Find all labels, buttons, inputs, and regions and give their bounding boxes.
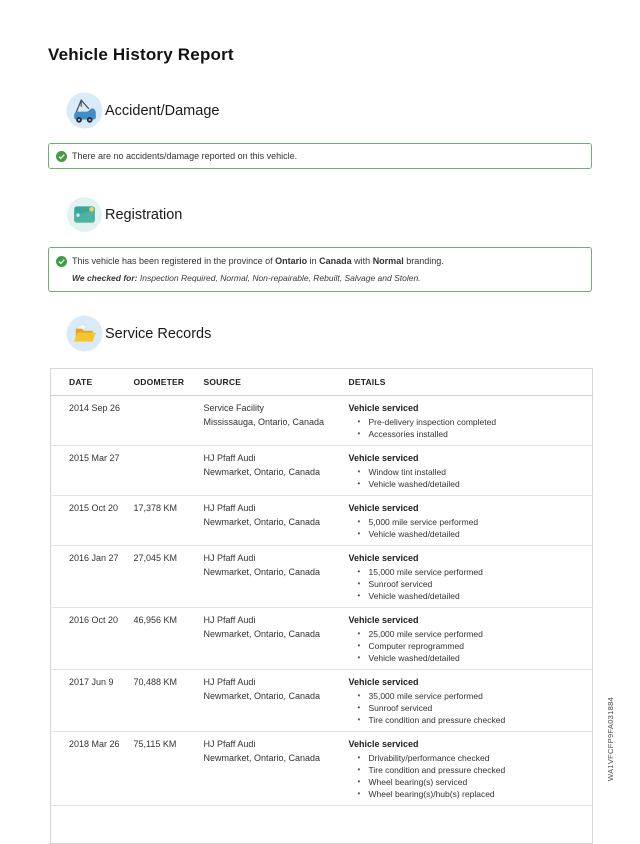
- service-source-location: Newmarket, Ontario, Canada: [203, 466, 321, 477]
- service-detail-item: • Accessories installed: [349, 429, 587, 440]
- service-source-location: Newmarket, Ontario, Canada: [203, 752, 321, 763]
- service-details: [349, 670, 593, 732]
- service-detail-item: • Pre-delivery inspection completed: [349, 417, 587, 428]
- service-source: [204, 546, 349, 608]
- service-odometer: 27,045 KM: [134, 546, 204, 608]
- service-record-row: [51, 670, 593, 732]
- service-date: 2016 Jan 27: [51, 546, 134, 608]
- service-date: 2017 Jun 9: [51, 670, 134, 732]
- service-record-row: [51, 732, 593, 806]
- service-details-title: Vehicle serviced: [348, 615, 419, 625]
- accident-section-header: [66, 92, 219, 129]
- service-record-row: [51, 496, 593, 546]
- service-source: [204, 670, 349, 732]
- service-source-name: Service Facility: [203, 403, 265, 413]
- service-source-name: HJ Pfaff Audi: [203, 615, 256, 625]
- service-source-location: Newmarket, Ontario, Canada: [203, 628, 321, 639]
- service-detail-item: • Sunroof serviced: [349, 703, 587, 714]
- service-details-list: [349, 517, 587, 540]
- service-date: 2015 Mar 27: [51, 446, 134, 496]
- service-source-location: Newmarket, Ontario, Canada: [203, 516, 321, 527]
- column-header-date: DATE: [51, 369, 134, 396]
- service-records-table: [50, 368, 593, 844]
- tow-truck-icon: [66, 92, 103, 129]
- service-source-location: Newmarket, Ontario, Canada: [203, 566, 321, 577]
- service-detail-item: • Drivability/performance checked: [349, 753, 587, 764]
- service-record-row: [51, 396, 593, 446]
- service-details-title: Vehicle serviced: [348, 453, 419, 463]
- service-details-list: [349, 691, 587, 726]
- service-table-header: [51, 369, 593, 396]
- service-details-list: [349, 629, 587, 664]
- service-record-row: [51, 546, 593, 608]
- service-detail-item: • Tire condition and pressure checked: [349, 715, 587, 726]
- service-details-title: Vehicle serviced: [348, 677, 419, 687]
- registration-branding: Normal: [372, 256, 404, 266]
- service-odometer: [134, 396, 204, 446]
- service-detail-item: • 25,000 mile service performed: [349, 629, 587, 640]
- service-details-title: Vehicle serviced: [348, 739, 419, 749]
- service-source-name: HJ Pfaff Audi: [203, 453, 256, 463]
- service-source-location: Newmarket, Ontario, Canada: [203, 690, 321, 701]
- service-odometer: 70,488 KM: [134, 670, 204, 732]
- registration-card-icon: [66, 196, 103, 233]
- service-record-row: [51, 608, 593, 670]
- service-source-name: HJ Pfaff Audi: [203, 503, 256, 513]
- folder-icon: [66, 315, 103, 352]
- service-date: 2018 Mar 26: [51, 732, 134, 806]
- service-section-title: Service Records: [105, 325, 212, 342]
- service-source: [204, 446, 349, 496]
- service-odometer: [134, 446, 204, 496]
- service-details-list: [349, 567, 587, 602]
- service-detail-item: • Vehicle washed/detailed: [349, 591, 587, 602]
- service-detail-item: • 35,000 mile service performed: [349, 691, 587, 702]
- service-details-list: [349, 417, 587, 440]
- column-header-source: SOURCE: [204, 369, 349, 396]
- service-details: [349, 496, 593, 546]
- service-details-list: [349, 467, 587, 490]
- service-source-location: Mississauga, Ontario, Canada: [203, 416, 325, 427]
- service-detail-item: • Computer reprogrammed: [349, 641, 587, 652]
- table-filler-row: [51, 806, 593, 844]
- column-header-details: DETAILS: [349, 369, 593, 396]
- service-odometer: 46,956 KM: [134, 608, 204, 670]
- service-detail-item: • Sunroof serviced: [349, 579, 587, 590]
- check-icon: [56, 256, 67, 267]
- page-title: Vehicle History Report: [48, 45, 234, 64]
- service-details: [349, 396, 593, 446]
- service-detail-item: • 5,000 mile service performed: [349, 517, 587, 528]
- vin-vertical-label: WA1VFCFP9FA031884: [606, 696, 615, 781]
- service-record-row: [51, 446, 593, 496]
- service-detail-item: • 15,000 mile service performed: [349, 567, 587, 578]
- service-detail-item: • Vehicle washed/detailed: [349, 653, 587, 664]
- service-detail-item: • Vehicle washed/detailed: [349, 479, 587, 490]
- service-section-header: [66, 315, 211, 352]
- service-source-name: HJ Pfaff Audi: [203, 739, 256, 749]
- registration-status-box: [48, 247, 592, 292]
- registration-section-title: Registration: [105, 206, 183, 223]
- registration-status-text: This vehicle has been registered in the province of Ontario in Canada with Normal branding.: [72, 256, 444, 266]
- service-date: 2015 Oct 20: [51, 496, 134, 546]
- service-detail-item: • Tire condition and pressure checked: [349, 765, 587, 776]
- registration-province: Ontario: [275, 256, 308, 266]
- service-detail-item: • Wheel bearing(s) serviced: [349, 777, 587, 788]
- registration-country: Canada: [319, 256, 352, 266]
- service-detail-item: • Wheel bearing(s)/hub(s) replaced: [349, 789, 587, 800]
- service-source: [204, 396, 349, 446]
- accident-status-text: There are no accidents/damage reported on this vehicle.: [72, 151, 298, 161]
- service-details: [349, 732, 593, 806]
- registration-status-row: [56, 255, 584, 267]
- service-details-title: Vehicle serviced: [348, 403, 419, 413]
- column-header-odometer: ODOMETER: [134, 369, 204, 396]
- service-date: 2014 Sep 26: [51, 396, 134, 446]
- service-details: [349, 608, 593, 670]
- service-detail-item: • Vehicle washed/detailed: [349, 529, 587, 540]
- service-odometer: 17,378 KM: [134, 496, 204, 546]
- service-source-name: HJ Pfaff Audi: [203, 553, 256, 563]
- service-source: [204, 496, 349, 546]
- service-date: 2016 Oct 20: [51, 608, 134, 670]
- accident-section-title: Accident/Damage: [105, 102, 220, 119]
- service-odometer: 75,115 KM: [134, 732, 204, 806]
- registration-section-header: [66, 196, 182, 233]
- check-icon: [56, 151, 67, 162]
- service-source: [204, 732, 349, 806]
- service-detail-item: • Window tint installed: [349, 467, 587, 478]
- registration-checked-for: We checked for: Inspection Required, Normal, Non-repairable, Rebuilt, Salvage and Stolen.: [72, 273, 421, 283]
- service-source: [204, 608, 349, 670]
- accident-status-box: [48, 143, 592, 169]
- service-details-title: Vehicle serviced: [348, 553, 419, 563]
- service-details-list: [349, 753, 587, 800]
- service-details: [349, 446, 593, 496]
- service-details-title: Vehicle serviced: [348, 503, 419, 513]
- service-details: [349, 546, 593, 608]
- service-source-name: HJ Pfaff Audi: [203, 677, 256, 687]
